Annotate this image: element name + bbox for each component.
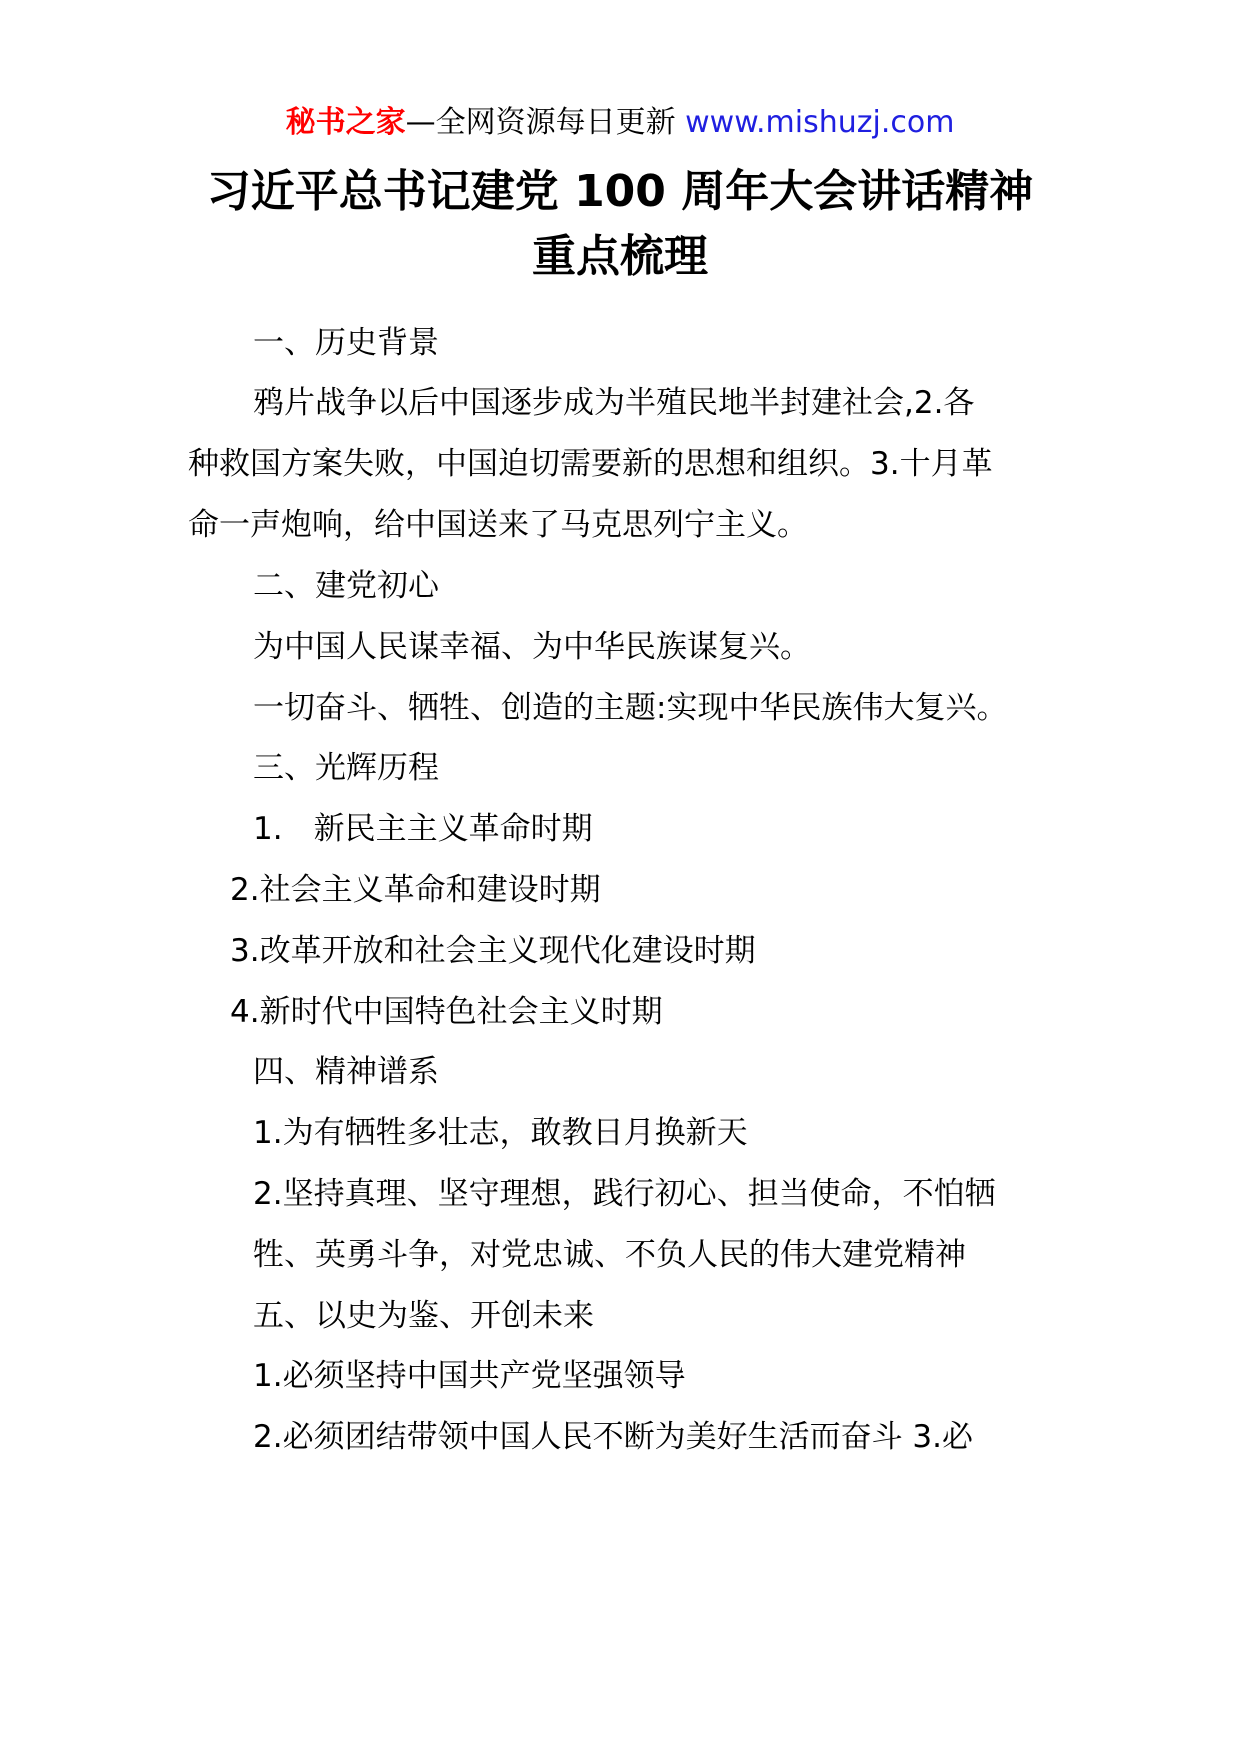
list-item: 2.社会主义革命和建设时期 <box>230 872 601 908</box>
document-title-line-2: 重点梳理 <box>532 231 708 282</box>
paragraph-line: 鸦片战争以后中国逐步成为半殖民地半封建社会,2.各 <box>253 385 975 421</box>
paragraph-line: 一切奋斗、牺牲、创造的主题:实现中华民族伟大复兴。 <box>253 690 1008 726</box>
section-heading-founding: 二、建党初心 <box>253 568 439 604</box>
list-item: 1. 新民主主义革命时期 <box>253 811 593 847</box>
paragraph-line: 牲、英勇斗争，对党忠诚、不负人民的伟大建党精神 <box>253 1237 966 1273</box>
list-item: 1.为有牺牲多壮志，敢教日月换新天 <box>253 1115 748 1151</box>
section-heading-history-path: 三、光辉历程 <box>253 750 439 786</box>
document-title-line-1: 习近平总书记建党 100 周年大会讲话精神 <box>206 166 1034 217</box>
paragraph-line: 命一声炮响，给中国送来了马克思列宁主义。 <box>188 507 808 543</box>
header-tagline: —全网资源每日更新 <box>405 105 686 140</box>
section-heading-history: 一、历史背景 <box>253 325 439 361</box>
list-item: 4.新时代中国特色社会主义时期 <box>230 994 663 1030</box>
list-item: 2.坚持真理、坚守理想，践行初心、担当使命，不怕牺 <box>253 1176 996 1212</box>
section-heading-spirit: 四、精神谱系 <box>253 1054 439 1090</box>
list-item: 3.改革开放和社会主义现代化建设时期 <box>230 933 756 969</box>
site-url-link[interactable]: www.mishuzj.com <box>685 105 955 140</box>
brand-name: 秘书之家 <box>285 105 406 140</box>
list-item: 1.必须坚持中国共产党坚强领导 <box>253 1358 686 1394</box>
site-header <box>0 103 1240 143</box>
paragraph-line: 为中国人民谋幸福、为中华民族谋复兴。 <box>253 629 811 665</box>
paragraph-line: 种救国方案失败，中国迫切需要新的思想和组织。3.十月革 <box>188 446 993 482</box>
list-item: 2.必须团结带领中国人民不断为美好生活而奋斗 3.必 <box>253 1419 974 1455</box>
section-heading-future: 五、以史为鉴、开创未来 <box>253 1298 594 1334</box>
